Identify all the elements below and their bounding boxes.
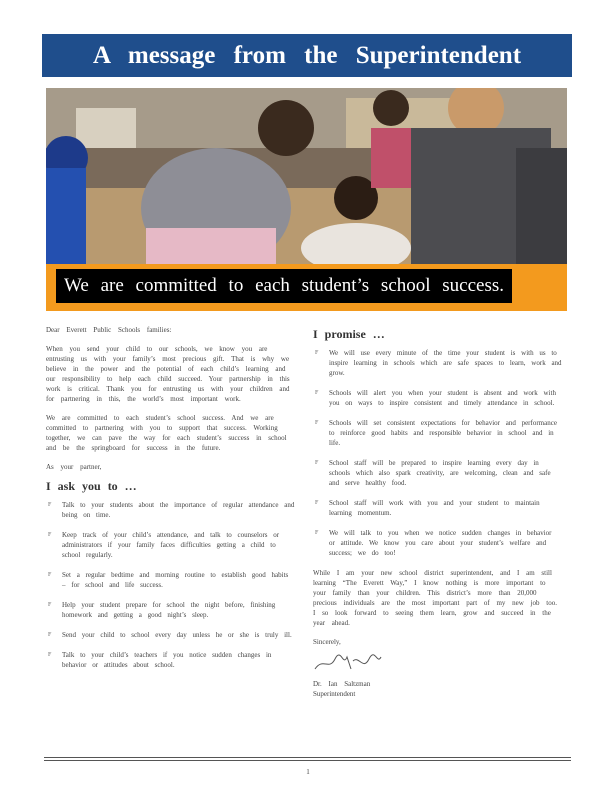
classroom-photo: [46, 88, 567, 264]
closing-paragraph: While I am your new school district superintendent, and I am still learning “The Everett Way,” I know nothing is more important to your family than your children. This district’s more than 20,000 precious individuals are the most important part of my new job too. I so look forward to seeing them learn, grow and succeed in the year ahead.: [313, 569, 557, 627]
commitment-paragraph: We are committed to each student’s school success. And we are committed to partnering with you to support that success. Working together, we can pave the way for each student’s success in school and be the springboard for success in the future.: [46, 414, 287, 452]
footer-divider: [44, 757, 571, 758]
list-item: F Set a regular bedtime and morning routine to establish good habits – for school and life success.: [46, 570, 296, 590]
list-item: F School staff will be prepared to inspire learning every day in schools which also spark creativity, are welcoming, clean and safe and serve healthy food.: [313, 458, 563, 488]
greeting: Dear Everett Public Schools families:: [46, 326, 172, 334]
list-item: F Help your student prepare for school the night before, finishing homework and getting a good night’s sleep.: [46, 600, 296, 620]
list-item: F We will use every minute of the time your student is with us to inspire learning in schools which are safe spaces to learn, work and grow.: [313, 348, 563, 378]
ask-heading: I ask you to …: [46, 479, 137, 493]
list-item: F Send your child to school every day unless he or she is truly ill.: [46, 630, 296, 640]
partner-line: As your partner,: [46, 463, 102, 471]
list-item: F Talk to your students about the importance of regular attendance and being on time.: [46, 500, 296, 520]
list-item: F Talk to your child’s teachers if you notice sudden changes in behavior or attitudes about school.: [46, 650, 296, 670]
ask-list: [46, 500, 296, 670]
list-item: F School staff will work with you and your student to maintain learning momentum.: [313, 498, 563, 518]
left-column: [46, 325, 296, 680]
hero-photo: [46, 88, 567, 311]
right-column: [313, 325, 563, 708]
list-item: F We will talk to you when we notice sudden changes in behavior or attitude. We know you care about your student’s welfare and success; we do too!: [313, 528, 563, 558]
signature: [313, 651, 563, 673]
promise-list: [313, 348, 563, 558]
intro-paragraph: When you send your child to our schools, we know you are entrusting us with your family’s most precious gift. That is why we believe in the power and the potential of each child’s learning and our responsibility to help each child succeed. Your partnership in this work is critical. Thank you for entrusting us with your children and for partnering in this, the world’s most important work.: [46, 345, 290, 403]
superintendent-role: Superintendent: [313, 690, 356, 698]
promise-heading: I promise …: [313, 327, 385, 341]
superintendent-name: Dr. Ian Saltzman: [313, 680, 371, 688]
page-title: A message from the Superintendent: [42, 34, 572, 77]
list-item: F Schools will alert you when your student is absent and work with you on ways to inspire consistent and timely attendance in school.: [313, 388, 563, 408]
list-item: F Schools will set consistent expectations for behavior and performance to reinforce good habits and responsible behavior in school and in life.: [313, 418, 563, 448]
sincerely: Sincerely,: [313, 638, 341, 646]
hero-tagline: We are committed to each student’s school success.: [56, 269, 512, 303]
footer-divider: [44, 760, 571, 761]
list-item: F Keep track of your child’s attendance, and talk to counselors or administrators if your family faces difficulties getting a child to school regularly.: [46, 530, 296, 560]
page-number: 1: [306, 768, 310, 776]
